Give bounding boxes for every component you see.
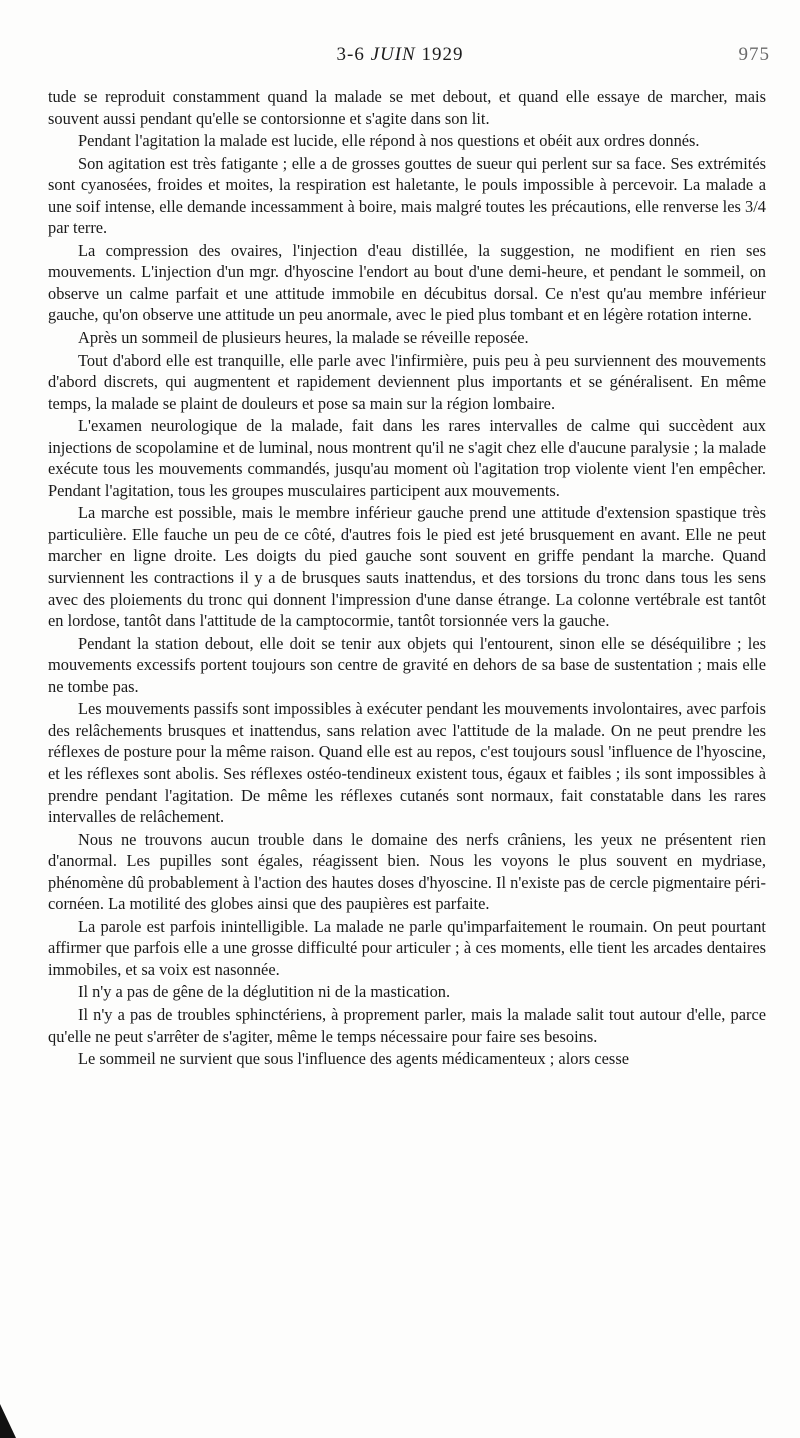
header-date-month: JUIN xyxy=(370,44,416,65)
paragraph: Il n'y a pas de troubles sphinctériens, à proprement parler, mais la malade salit tout autour d'elle, parce qu'elle ne peut s'arrêter de s'agiter, même le temps nécessaire pour faire ses besoins. xyxy=(48,1004,766,1046)
body-text xyxy=(48,86,766,1070)
paragraph: Le sommeil ne survient que sous l'influence des agents médicamenteux ; alors cesse xyxy=(78,1049,629,1069)
header-date-year: 1929 xyxy=(421,44,464,65)
paragraph: Pendant l'agitation la malade est lucide, elle répond à nos questions et obéit aux ordres donnés. xyxy=(78,131,700,151)
running-header xyxy=(0,44,800,74)
paragraph: La parole est parfois inintelligible. La malade ne parle qu'imparfaitement le roumain. On peut pourtant affirmer que parfois elle a une grosse difficulté pour articuler ; à ces moments, elle tient les arcades dentaires immobiles, et sa voix est nasonnée. xyxy=(48,916,766,979)
paragraph: La marche est possible, mais le membre inférieur gauche prend une attitude d'extension spastique très particulière. Elle fauche un peu de ce côté, d'autres fois le pied est jeté brusquement en avant. Elle ne peut marcher en ligne droite. Les doigts du pied gauche sont souvent en griffe pendant la marche. Quand surviennent les contractions il y a de brusques sauts inattendus, et des torsions du tronc dans tous les sens avec des ploiements du tronc qui donnent l'impression d'une danse étrange. La colonne vertébrale est tantôt en lordose, tantôt dans l'attitude de la camptocormie, tantôt torsionnée vers la gauche. xyxy=(48,503,766,631)
paragraph: Tout d'abord elle est tranquille, elle parle avec l'infirmière, puis peu à peu surviennent des mouvements d'abord discrets, qui augmentent et rapidement deviennent plus importants et se généralisent. En même temps, la malade se plaint de douleurs et pose sa main sur la région lombaire. xyxy=(48,350,766,413)
paragraph: Après un sommeil de plusieurs heures, la malade se réveille reposée. xyxy=(78,328,529,348)
scan-corner-mark xyxy=(0,1404,16,1438)
page-number: 975 xyxy=(738,44,770,65)
paragraph: Nous ne trouvons aucun trouble dans le domaine des nerfs crâniens, les yeux ne présentent rien d'anormal. Les pupilles sont égales, réagissent bien. Nous les voyons le plus souvent en mydriase, phénomène dû probablement à l'action des hautes doses d'hyoscine. Il n'existe pas de cercle pigmentaire péri-cornéen. La motilité des globes ainsi que des paupières est parfaite. xyxy=(48,829,766,914)
paragraph: La compression des ovaires, l'injection d'eau distillée, la suggestion, ne modifient en rien ses mouvements. L'injection d'un mgr. d'hyoscine l'endort au bout d'une demi-heure, et pendant le sommeil, on observe un calme parfait et une attitude immobile en décubitus dorsal. Ce n'est qu'au membre inférieur gauche, qu'on observe une attitude un peu anormale, avec le pied plus tombant et en légère rotation interne. xyxy=(48,240,766,325)
header-date xyxy=(0,44,800,66)
paragraph: Son agitation est très fatigante ; elle a de grosses gouttes de sueur qui perlent sur sa face. Ses extrémités sont cyanosées, froides et moites, la respiration est haletante, le pouls impossible à percevoir. La malade a une soif intense, elle demande incessamment à boire, mais malgré toutes les précautions, elle renverse les 3/4 par terre. xyxy=(48,153,766,238)
paragraph: Il n'y a pas de gêne de la déglutition ni de la mastication. xyxy=(78,982,451,1002)
paragraph: Pendant la station debout, elle doit se tenir aux objets qui l'entourent, sinon elle se déséquilibre ; les mouvements excessifs portent toujours son centre de gravité en dehors de sa base de sustentation ; mais elle ne tombe pas. xyxy=(48,633,766,696)
paragraph: Les mouvements passifs sont impossibles à exécuter pendant les mouvements involontaires, avec parfois des relâchements brusques et inattendus, sans relation avec l'attitude de la malade. On ne peut prendre les réflexes de posture pour la même raison. Quand elle est au repos, c'est toujours sousl 'influence de l'hyoscine, et les réflexes sont abolis. Ses réflexes ostéo-tendineux existent tous, égaux et faibles ; ils sont impossibles à prendre pendant l'agitation. De même les réflexes cutanés sont normaux, fait constatable dans les rares intervalles de relâchement. xyxy=(48,699,766,827)
header-date-days: 3-6 xyxy=(336,44,365,65)
paragraph: tude se reproduit constamment quand la malade se met debout, et quand elle essaye de marcher, mais souvent aussi pendant qu'elle se contorsionne et s'agite dans son lit. xyxy=(48,87,766,128)
paragraph: L'examen neurologique de la malade, fait dans les rares intervalles de calme qui succèdent aux injections de scopolamine et de luminal, nous montrent qu'il ne s'agit chez elle d'aucune paralysie ; la malade exécute tous les mouvements commandés, jusqu'au moment où l'agitation trop violente vient l'en empêcher. Pendant l'agitation, tous les groupes musculaires participent aux mouvements. xyxy=(48,416,766,500)
